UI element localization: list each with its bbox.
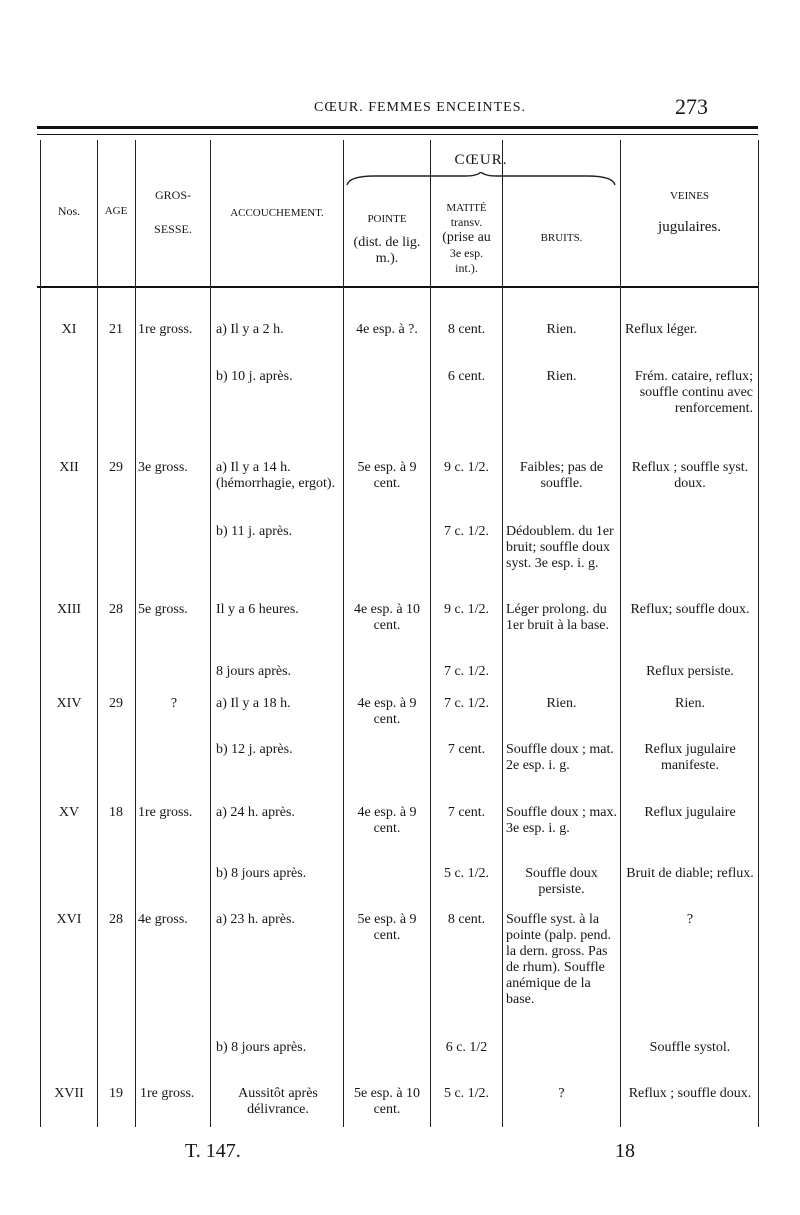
header-bottom-rule — [37, 286, 758, 288]
header-matite-3: (prise au — [442, 230, 491, 245]
pregnancy: 5e gross. — [138, 602, 188, 617]
column-rule — [758, 140, 759, 1127]
jugular-veins: Reflux persiste. — [646, 664, 734, 679]
apex: 4e esp. à 9 cent. — [357, 696, 417, 727]
table-top-rule-inner — [37, 134, 758, 135]
header-pointe-1: POINTE — [367, 213, 407, 225]
jugular-veins: Reflux ; souffle doux. — [628, 1086, 752, 1101]
dullness: 5 c. 1/2. — [443, 866, 490, 881]
dullness: 7 cent. — [447, 805, 486, 820]
column-rule — [97, 140, 98, 1127]
header-grossesse-2: SESSE. — [154, 222, 192, 236]
jugular-veins: Reflux; souffle doux. — [630, 602, 750, 617]
heart-sounds: Rien. — [546, 369, 577, 384]
case-number: XVI — [56, 912, 82, 927]
dullness: 6 c. 1/2 — [445, 1040, 488, 1055]
pregnancy: 1re gross. — [140, 1086, 195, 1101]
column-rule — [620, 140, 621, 1127]
heart-sounds: Faibles; pas de souffle. — [519, 460, 604, 491]
patient-age: 18 — [109, 805, 123, 820]
running-title: CŒUR. FEMMES ENCEINTES. — [313, 100, 527, 115]
pregnancy: 3e gross. — [138, 460, 188, 475]
apex: 4e esp. à 10 cent. — [353, 602, 421, 633]
coeur-group-header: CŒUR. — [454, 152, 508, 168]
header-bruits: BRUITS. — [540, 232, 583, 244]
case-number: XII — [59, 460, 79, 475]
delivery: a) Il y a 14 h. (hémorrhagie, ergot). — [216, 460, 336, 491]
pregnancy: 4e gross. — [138, 912, 188, 927]
delivery: a) Il y a 18 h. — [216, 696, 291, 711]
dullness: 7 c. 1/2. — [443, 524, 490, 539]
dullness: 8 cent. — [447, 322, 486, 337]
patient-age: 19 — [109, 1086, 123, 1101]
column-rule — [135, 140, 136, 1127]
header-matite-5: int.). — [455, 261, 478, 275]
delivery: Aussitôt après délivrance. — [238, 1086, 318, 1117]
apex: 5e esp. à 10 cent. — [353, 1086, 421, 1117]
column-rule — [210, 140, 211, 1127]
patient-age: 28 — [109, 912, 123, 927]
header-pointe-3: m.). — [375, 251, 399, 266]
jugular-veins: Reflux jugulaire — [644, 805, 736, 820]
delivery: 8 jours après. — [216, 664, 292, 679]
jugular-veins: Reflux ; souffle syst. doux. — [631, 460, 749, 491]
case-number: XVII — [54, 1086, 84, 1101]
case-number: XIII — [56, 602, 82, 617]
dullness: 6 cent. — [447, 369, 486, 384]
sheet-number: 18 — [615, 1140, 635, 1162]
pregnancy: 1re gross. — [138, 322, 193, 337]
jugular-veins: Bruit de diable; reflux. — [626, 866, 754, 881]
header-age: AGE — [104, 205, 128, 217]
delivery: a) 24 h. après. — [216, 805, 295, 820]
pregnancy: ? — [170, 696, 178, 711]
jugular-veins: Frém. cataire, reflux; souffle continu avec renforcement. — [634, 369, 753, 416]
header-veines-1: VEINES — [669, 190, 710, 202]
dullness: 9 c. 1/2. — [443, 602, 490, 617]
header-nos: Nos. — [57, 204, 81, 218]
case-number: XIV — [56, 696, 82, 711]
delivery: b) 8 jours après. — [216, 866, 307, 881]
dullness: 7 c. 1/2. — [443, 664, 490, 679]
heart-sounds: Souffle doux ; max. 3e esp. i. g. — [506, 805, 617, 836]
column-rule — [430, 140, 431, 1127]
page-number: 273 — [675, 94, 708, 119]
delivery: b) 12 j. après. — [216, 742, 293, 757]
apex: 5e esp. à 9 cent. — [357, 912, 417, 943]
dullness: 5 c. 1/2. — [443, 1086, 490, 1101]
patient-age: 21 — [109, 322, 123, 337]
jugular-veins: Rien. — [675, 696, 705, 711]
dullness: 7 cent. — [447, 742, 486, 757]
column-rule — [502, 140, 503, 1127]
dullness: 9 c. 1/2. — [443, 460, 490, 475]
dullness: 7 c. 1/2. — [443, 696, 490, 711]
delivery: a) 23 h. après. — [216, 912, 295, 927]
heart-sounds: Dédoublem. du 1er bruit; souffle doux syst. 3e esp. i. g. — [506, 524, 614, 571]
delivery: a) Il y a 2 h. — [216, 322, 284, 337]
delivery: b) 8 jours après. — [216, 1040, 307, 1055]
apex: 4e esp. à 9 cent. — [357, 805, 417, 836]
header-matite-4: 3e esp. — [449, 246, 484, 260]
heart-sounds: Léger prolong. du 1er bruit à la base. — [506, 602, 610, 633]
case-number: XV — [58, 805, 80, 820]
delivery: b) 11 j. après. — [216, 524, 293, 539]
patient-age: 29 — [109, 460, 123, 475]
header-accouchement: ACCOUCHEMENT. — [230, 207, 324, 219]
heart-sounds: Souffle doux ; mat. 2e esp. i. g. — [506, 742, 614, 773]
heart-sounds: Rien. — [546, 322, 577, 337]
printer-signature: T. 147. — [185, 1140, 241, 1162]
jugular-veins: Reflux léger. — [625, 322, 698, 337]
heart-sounds: ? — [558, 1086, 565, 1101]
jugular-veins: Souffle systol. — [649, 1040, 731, 1055]
jugular-veins: Reflux jugulaire manifeste. — [644, 742, 736, 773]
patient-age: 28 — [109, 602, 123, 617]
column-rule — [40, 140, 41, 1127]
delivery: b) 10 j. après. — [216, 369, 293, 384]
coeur-brace — [345, 172, 617, 186]
pregnancy: 1re gross. — [138, 805, 193, 820]
header-pointe-2: (dist. de lig. — [353, 235, 421, 250]
heart-sounds: Rien. — [546, 696, 577, 711]
heart-sounds: Souffle doux persiste. — [525, 866, 598, 897]
apex: 4e esp. à ?. — [356, 322, 418, 337]
patient-age: 29 — [109, 696, 123, 711]
jugular-veins: ? — [686, 912, 694, 927]
case-number: XI — [61, 322, 77, 337]
header-matite-2: transv. — [450, 215, 483, 229]
apex: 5e esp. à 9 cent. — [357, 460, 417, 491]
dullness: 8 cent. — [447, 912, 486, 927]
delivery: Il y a 6 heures. — [216, 602, 299, 617]
header-veines-2: jugulaires. — [658, 219, 721, 235]
header-grossesse-1: GROS- — [154, 188, 191, 202]
header-matite-1: MATITÉ — [446, 202, 487, 214]
table-top-rule — [37, 126, 758, 129]
heart-sounds: Souffle syst. à la pointe (palp. pend. la dern. gross. Pas de rhum). Souffle anémique de la base. — [506, 912, 611, 1007]
